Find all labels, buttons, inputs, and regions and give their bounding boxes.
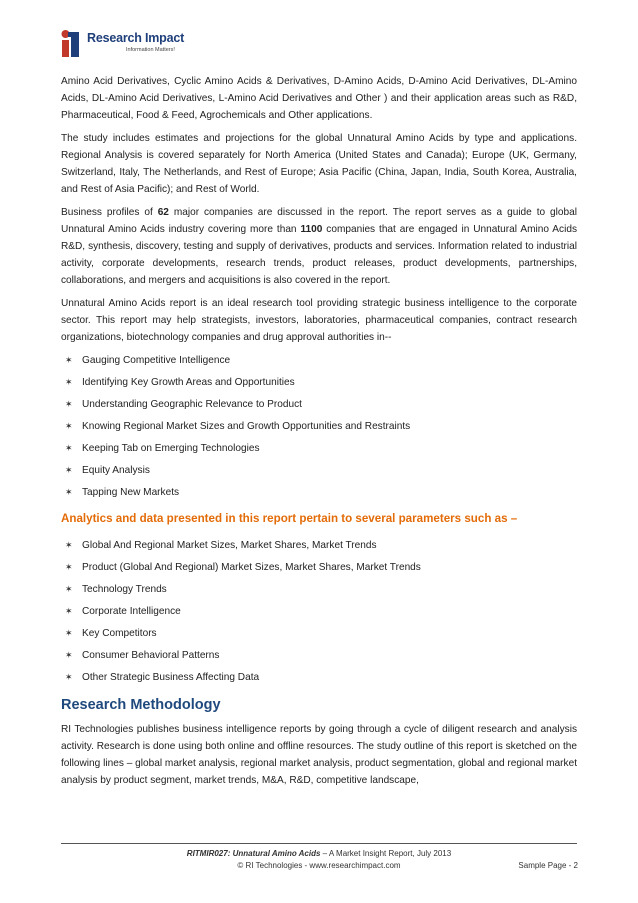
text-run: Business profiles of xyxy=(61,207,158,218)
list-item xyxy=(61,484,577,506)
logo-mark-icon xyxy=(60,28,82,58)
companies-covered-count: 1100 xyxy=(300,224,323,235)
text-run: major companies are discussed in the report. The report serves as a guide to global Unnatural Amino Acids industry covering more than xyxy=(61,207,577,235)
star-bullet-icon: ✶ xyxy=(65,355,73,365)
star-bullet-icon: ✶ xyxy=(65,465,73,475)
star-bullet-icon: ✶ xyxy=(65,650,73,660)
list-item xyxy=(61,669,577,691)
list-item-text: Technology Trends xyxy=(82,584,167,595)
footer-report-line xyxy=(0,849,638,858)
logo-tagline: Information Matters! xyxy=(126,47,175,53)
paragraph-audience: Unnatural Amino Acids report is an ideal research tool providing strategic business intelligence to the corporate sector. This report may help strategists, investors, laboratories, pharmaceutical companies, contract research organizations, biotechnology companies and drug approval authorities in-- xyxy=(61,298,577,343)
list-item-text: Tapping New Markets xyxy=(82,487,180,498)
list-item-text: Equity Analysis xyxy=(82,465,150,476)
star-bullet-icon: ✶ xyxy=(65,377,73,387)
text-run: companies that are engaged in Unnatural Amino Acids R&D, synthesis, discovery, testing and supply of derivatives, products and services. Information related to industrial activity, corporate developments, research trends, product releases, product developments, partnerships, collaborations, and mergers and acquisitions is also covered in the report. xyxy=(61,224,577,286)
footer-report-desc: – A Market Insight Report, July 2013 xyxy=(320,849,452,858)
list-item xyxy=(61,647,577,669)
report-body xyxy=(61,73,577,795)
star-bullet-icon: ✶ xyxy=(65,672,73,682)
list-item-text: Gauging Competitive Intelligence xyxy=(82,355,231,366)
list-item-text: Global And Regional Market Sizes, Market Shares, Market Trends xyxy=(82,540,377,551)
list-item-text: Other Strategic Business Affecting Data xyxy=(82,672,260,683)
list-item xyxy=(61,625,577,647)
paragraph-methodology: RI Technologies publishes business intelligence reports by going through a cycle of diligent research and analysis activity. Research is done using both online and offline resources. The study outline of this report is sketched on the following lines – global market analysis, regional market analysis, product segmentation, global and regional market analysis by product segment, market trends, M&A, R&D, competitive landscape, xyxy=(61,724,577,786)
paragraph-types: Amino Acid Derivatives, Cyclic Amino Acids & Derivatives, D-Amino Acids, D-Amino Acid Derivatives, DL-Amino Acids, DL-Amino Acid Derivatives, L-Amino Acid Derivatives and Other ) and their application areas such as R&D, Pharmaceutical, Food & Feed, Agrochemicals and Other applications. xyxy=(61,76,577,121)
list-item xyxy=(61,396,577,418)
companies-profiled-count: 62 xyxy=(157,207,169,218)
star-bullet-icon: ✶ xyxy=(65,562,73,572)
star-bullet-icon: ✶ xyxy=(65,443,73,453)
paragraph-study-scope: The study includes estimates and projections for the global Unnatural Amino Acids by type and applications. Regional Analysis is covered separately for North America (United States and Canada); Europe (UK, Germany, Switzerland, Italy, The Netherlands, and Rest of Europe; Asia Pacific (China, Japan, India, South Korea, Australia, and Rest of Asia Pacific); and Rest of World. xyxy=(61,133,577,195)
list-item-text: Product (Global And Regional) Market Sizes, Market Shares, Market Trends xyxy=(82,562,421,573)
list-item-text: Consumer Behavioral Patterns xyxy=(82,650,220,661)
star-bullet-icon: ✶ xyxy=(65,487,73,497)
list-item-text: Understanding Geographic Relevance to Product xyxy=(82,399,302,410)
list-item xyxy=(61,352,577,374)
methodology-heading: Research Methodology xyxy=(61,697,221,713)
list-item xyxy=(61,462,577,484)
list-item xyxy=(61,559,577,581)
list-item-text: Identifying Key Growth Areas and Opportunities xyxy=(82,377,295,388)
footer-divider xyxy=(61,843,577,844)
star-bullet-icon: ✶ xyxy=(65,540,73,550)
logo-name: Research Impact xyxy=(87,31,185,45)
footer-report-code: RITMIR027: Unnatural Amino Acids xyxy=(186,849,321,858)
star-bullet-icon: ✶ xyxy=(65,628,73,638)
list-item-text: Corporate Intelligence xyxy=(82,606,181,617)
list-item xyxy=(61,374,577,396)
list-item xyxy=(61,581,577,603)
analytics-heading: Analytics and data presented in this report pertain to several parameters such as – xyxy=(61,512,518,525)
list-item-text: Keeping Tab on Emerging Technologies xyxy=(82,443,260,454)
list-item xyxy=(61,603,577,625)
benefits-list xyxy=(61,352,577,506)
star-bullet-icon: ✶ xyxy=(65,584,73,594)
list-item-text: Knowing Regional Market Sizes and Growth Opportunities and Restraints xyxy=(82,421,411,432)
star-bullet-icon: ✶ xyxy=(65,399,73,409)
list-item xyxy=(61,440,577,462)
parameters-list xyxy=(61,537,577,691)
list-item xyxy=(61,537,577,559)
logo xyxy=(60,28,240,58)
paragraph-business-profiles xyxy=(61,204,577,289)
list-item-text: Key Competitors xyxy=(82,628,157,639)
star-bullet-icon: ✶ xyxy=(65,421,73,431)
footer-copyright: © RI Technologies - www.researchimpact.com xyxy=(237,861,401,870)
list-item xyxy=(61,418,577,440)
star-bullet-icon: ✶ xyxy=(65,606,73,616)
page-number: Sample Page - 2 xyxy=(518,861,578,870)
